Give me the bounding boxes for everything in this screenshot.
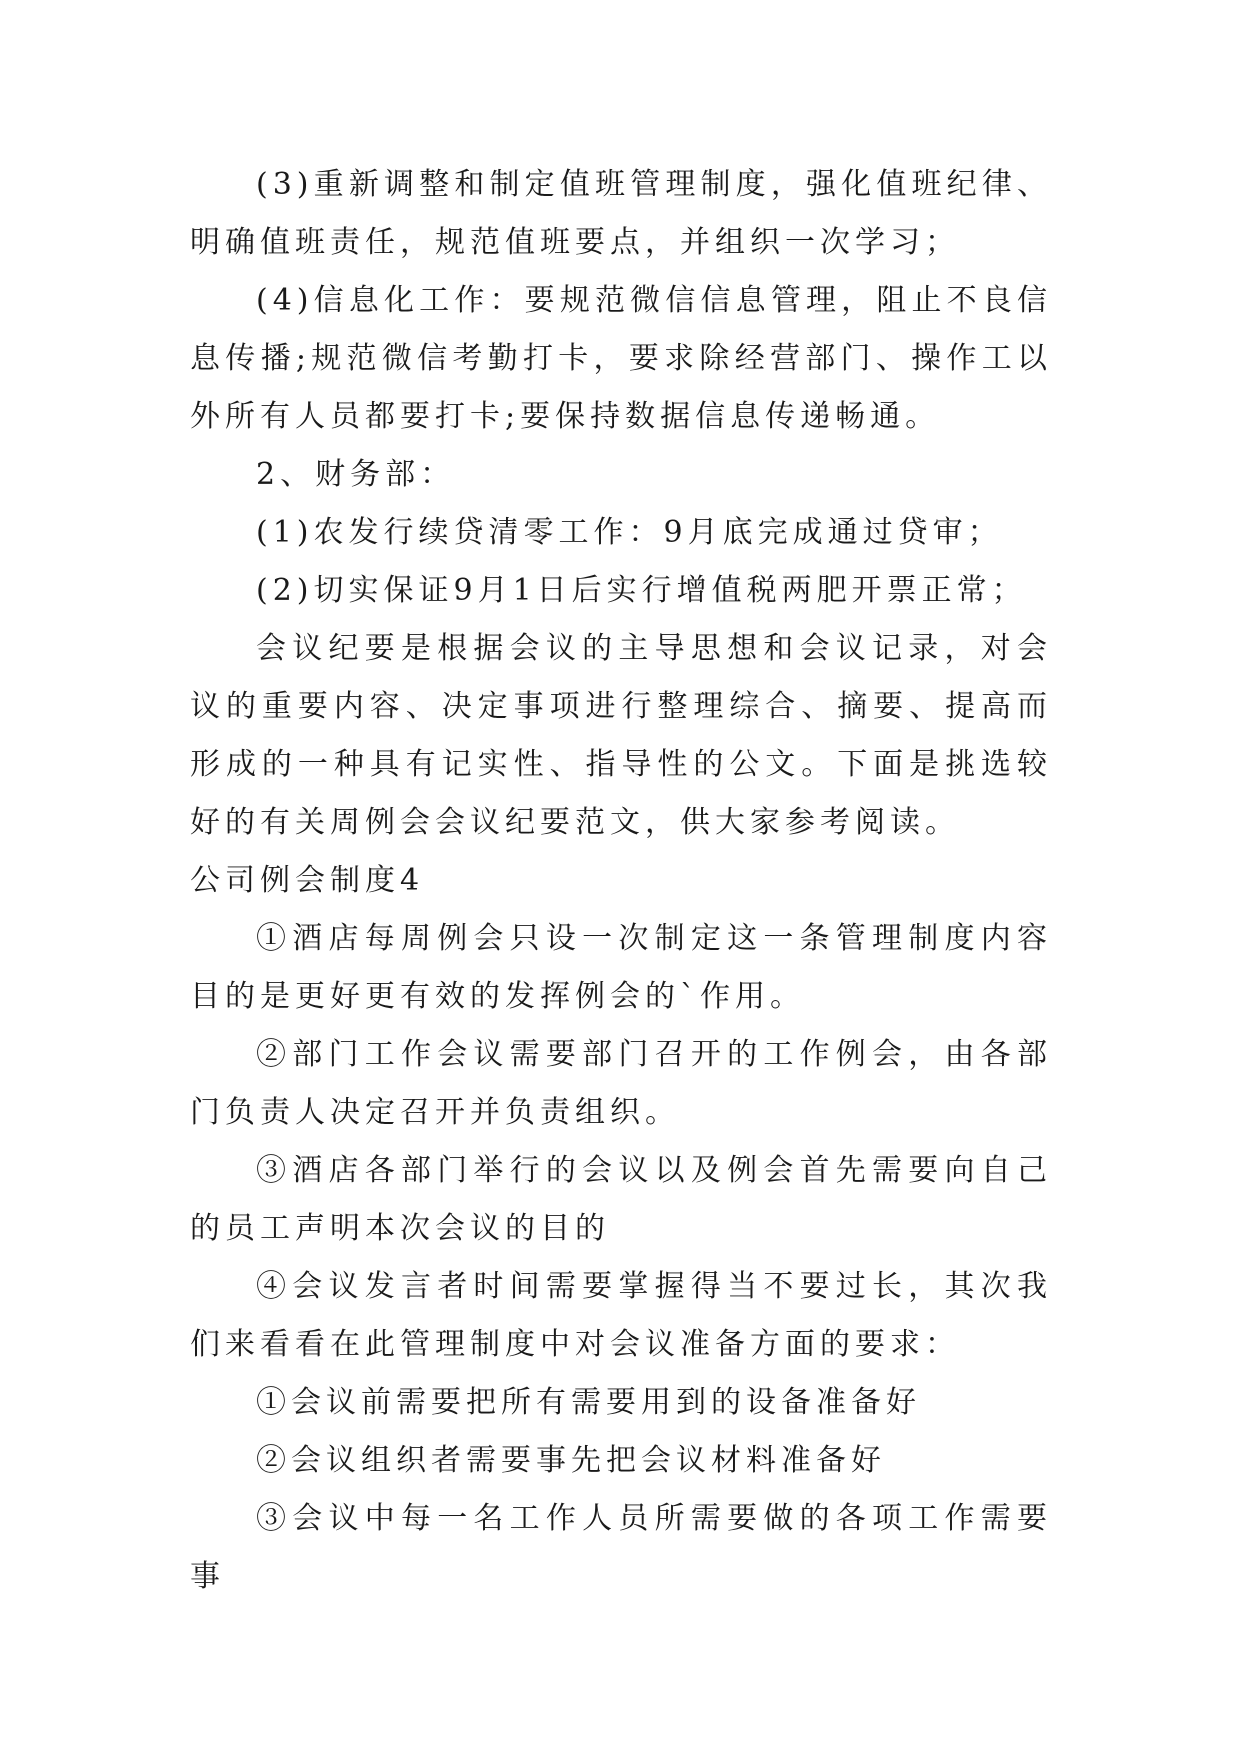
paragraph-rule-4: ④会议发言者时间需要掌握得当不要过长，其次我们来看看在此管理制度中对会议准备方面的要求： <box>190 1269 1052 1362</box>
paragraph-finance-dept: 2、财务部： <box>256 457 456 492</box>
paragraph-duty-system: (3)重新调整和制定值班管理制度，强化值班纪律、明确值班责任，规范值班要点，并组织一次学习； <box>190 167 1052 260</box>
paragraph-loan-clearing: (1)农发行续贷清零工作：9月底完成通过贷审； <box>256 515 1003 550</box>
paragraph-rule-2: ②部门工作会议需要部门召开的工作例会，由各部门负责人决定召开并负责组织。 <box>190 1037 1052 1130</box>
paragraph-prep-2: ②会议组织者需要事先把会议材料准备好 <box>256 1443 886 1478</box>
paragraph-prep-3: ③会议中每一名工作人员所需要做的各项工作需要事 <box>190 1501 1052 1594</box>
paragraph-prep-1: ①会议前需要把所有需要用到的设备准备好 <box>256 1385 921 1420</box>
paragraph-meeting-minutes-intro: 会议纪要是根据会议的主导思想和会议记录，对会议的重要内容、决定事项进行整理综合、摘要、提高而形成的一种具有记实性、指导性的公文。下面是挑选较好的有关周例会会议纪要范文，供大家参考阅读。 <box>190 631 1052 840</box>
section-heading: 公司例会制度4 <box>190 863 425 898</box>
paragraph-rule-1: ①酒店每周例会只设一次制定这一条管理制度内容目的是更好更有效的发挥例会的`作用。 <box>190 921 1052 1014</box>
document-body <box>190 156 1052 1606</box>
paragraph-vat-invoicing: (2)切实保证9月1日后实行增值税两肥开票正常； <box>256 573 1027 608</box>
paragraph-informatization: (4)信息化工作：要规范微信信息管理，阻止不良信息传播;规范微信考勤打卡，要求除经营部门、操作工以外所有人员都要打卡;要保持数据信息传递畅通。 <box>190 283 1052 434</box>
paragraph-rule-3: ③酒店各部门举行的会议以及例会首先需要向自己的员工声明本次会议的目的 <box>190 1153 1052 1246</box>
